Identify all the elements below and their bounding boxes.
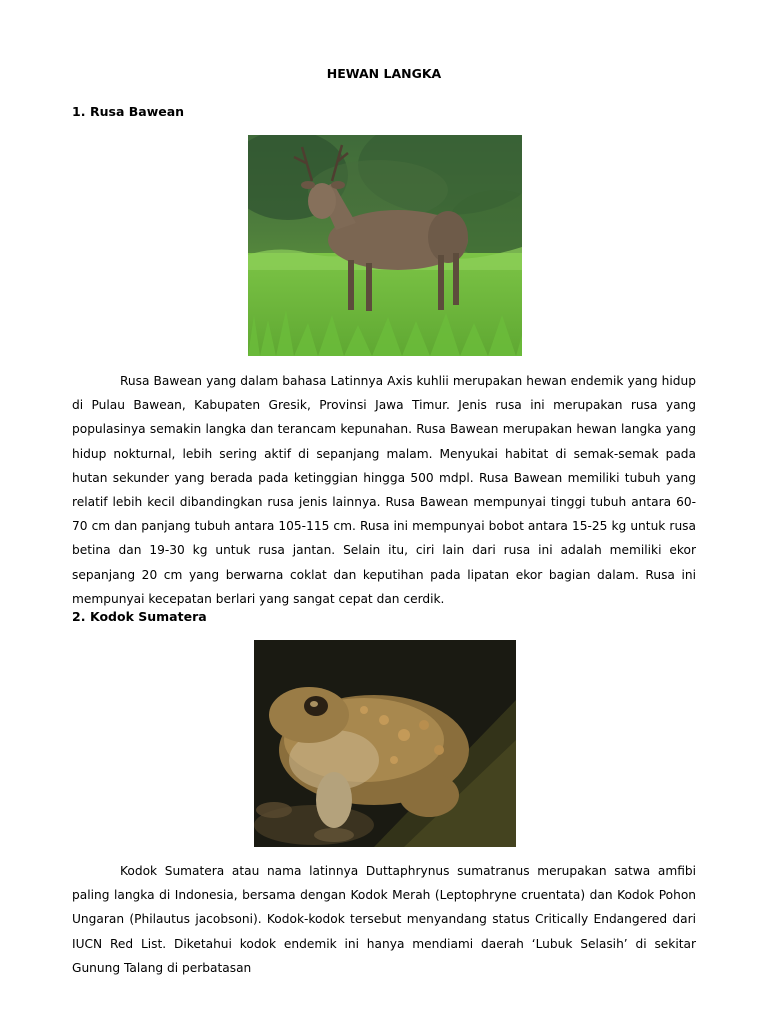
toad-photo — [254, 640, 516, 847]
section-title: Kodok Sumatera — [90, 609, 207, 624]
page-title: HEWAN LANGKA — [326, 66, 442, 81]
section-heading-kodok-sumatera — [72, 609, 207, 624]
deer-illustration — [248, 135, 522, 356]
section-heading-rusa-bawean — [72, 104, 184, 119]
deer-photo — [248, 135, 522, 356]
section-number: 2. — [72, 609, 86, 624]
section-number: 1. — [72, 104, 86, 119]
paragraph-kodok-sumatera: Kodok Sumatera atau nama latinnya Duttaphrynus sumatranus merupakan satwa amfibi paling langka di Indonesia, bersama dengan Kodok Merah (Leptophryne cruentata) dan Kodok Pohon Ungaran (Philautus jacobsoni). Kodok-kodok tersebut menyandang status Critically Endangered dari IUCN Red List. Diketahui kodok endemik ini hanya mendiami daerah ‘Lubuk Selasih’ di sekitar Gunung Talang di perbatasan — [72, 864, 696, 975]
paragraph-rusa-bawean: Rusa Bawean yang dalam bahasa Latinnya Axis kuhlii merupakan hewan endemik yang hidup di Pulau Bawean, Kabupaten Gresik, Provinsi Jawa Timur. Jenis rusa ini merupakan rusa yang populasinya semakin langka dan terancam kepunahan. Rusa Bawean merupakan hewan langka yang hidup nokturnal, lebih sering aktif di sepanjang malam. Menyukai habitat di semak-semak pada hutan sekunder yang berada pada ketinggian hingga 500 mdpl. Rusa Bawean memiliki tubuh yang relatif lebih kecil dibandingkan rusa jenis lainnya. Rusa Bawean mempunyai tinggi tubuh antara 60-70 cm dan panjang tubuh antara 105-115 cm. Rusa ini mempunyai bobot antara 15-25 kg untuk rusa betina dan 19-30 kg untuk rusa jantan. Selain itu, ciri lain dari rusa ini adalah memiliki ekor sepanjang 20 cm yang berwarna coklat dan keputihan pada lipatan ekor bagian dalam. Rusa ini mempunyai kecepatan berlari yang sangat cepat dan cerdik. — [72, 374, 696, 606]
toad-illustration — [254, 640, 516, 847]
section-title: Rusa Bawean — [90, 104, 185, 119]
